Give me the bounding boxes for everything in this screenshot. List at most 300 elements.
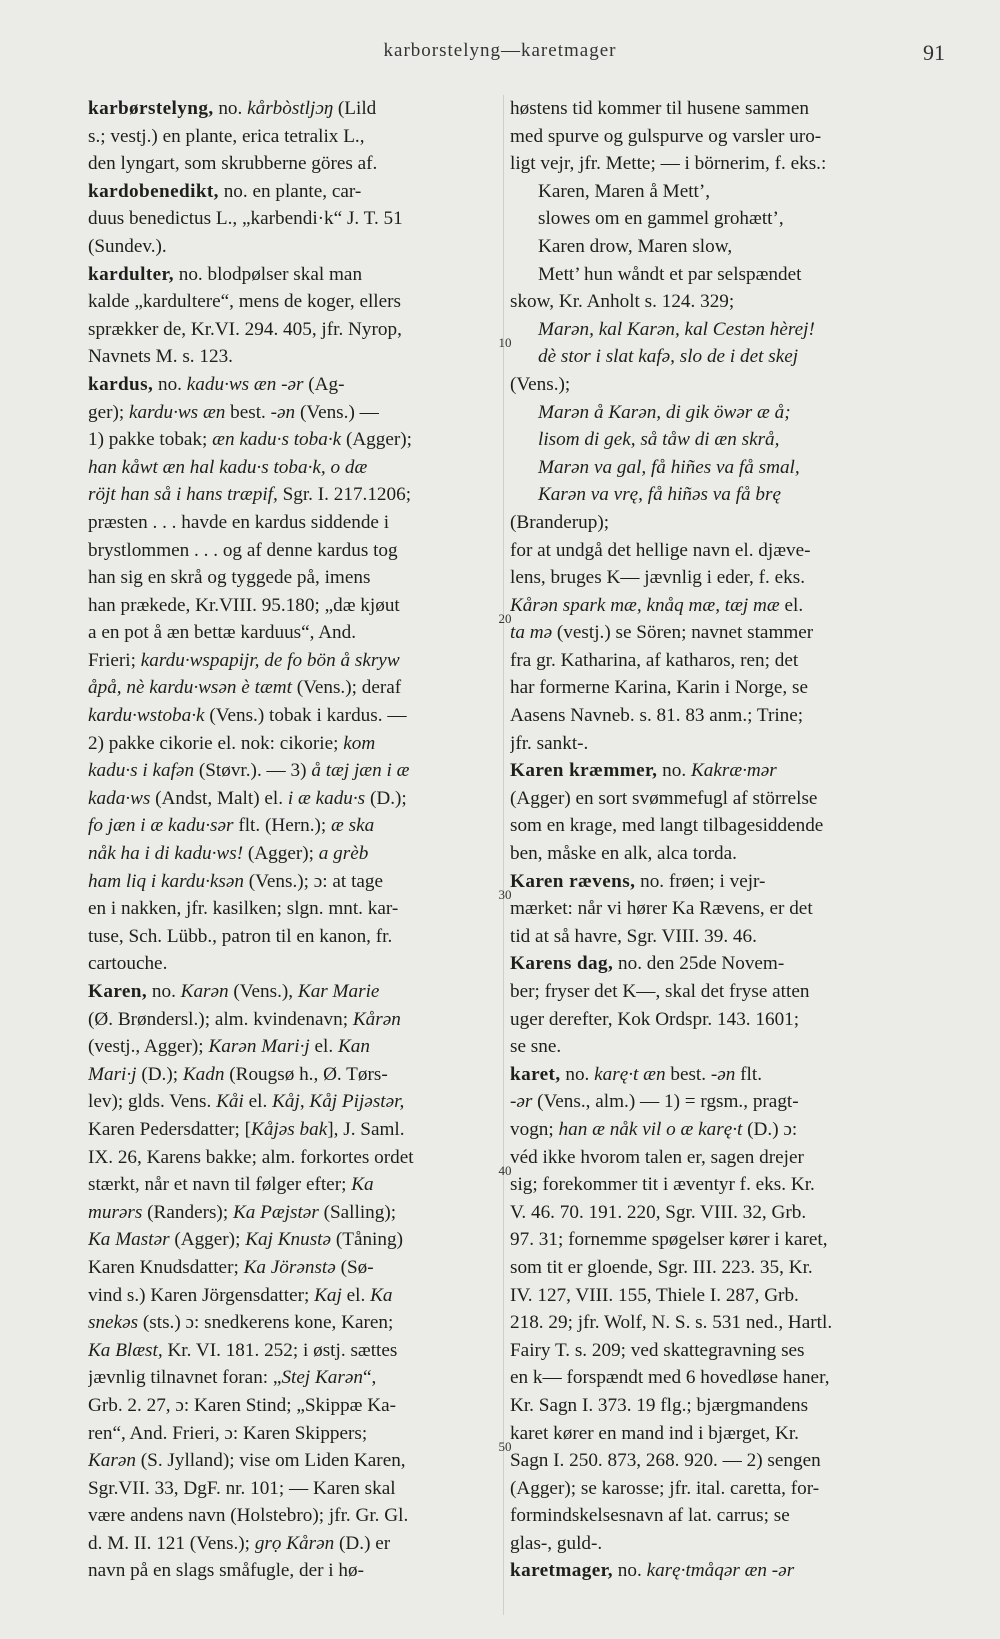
- text-line: [510, 1447, 910, 1475]
- text-line: [510, 702, 910, 730]
- text-span: lens, bruges K— jævnlig i eder, f. eks.: [510, 567, 805, 589]
- text-line: [88, 1144, 493, 1172]
- text-span: tuse, Sch. Lübb., patron til en kanon, fr.: [88, 925, 393, 947]
- text-span: som en krage, med langt tilbagesiddende: [510, 815, 824, 837]
- text-line: [510, 1309, 910, 1337]
- text-line: [510, 454, 910, 482]
- text-span: (Vens.); deraf: [291, 677, 402, 699]
- text-span: præsten . . . havde en kardus siddende i: [88, 511, 390, 533]
- headword: Karen,: [88, 981, 148, 1002]
- text-span: (Lild: [333, 98, 377, 119]
- text-span: (Sundev.).: [88, 235, 167, 257]
- text-line: [510, 1557, 910, 1585]
- text-line: [510, 978, 910, 1006]
- text-line: [510, 757, 910, 785]
- text-line: [510, 1420, 910, 1448]
- text-line: [88, 647, 493, 675]
- headword: karbørstelyng,: [88, 98, 214, 119]
- phonetic-form: kardu·ws æn: [129, 401, 226, 423]
- page-number: 91: [923, 40, 945, 65]
- text-span: d. M. II. 121 (Vens.);: [88, 1532, 255, 1554]
- text-line: [510, 812, 910, 840]
- text-span: no.: [153, 373, 187, 395]
- text-span: Sgr. I. 217.1206;: [277, 484, 412, 506]
- text-span: ben, måske en alk, alca torda.: [510, 843, 737, 865]
- phonetic-form: -ən: [270, 401, 296, 423]
- text-span: no.: [147, 981, 181, 1002]
- phonetic-form: i æ kadu·s: [287, 787, 366, 809]
- text-line: [510, 178, 910, 206]
- text-span: kalde „kardultere“, mens de koger, ellers: [88, 291, 402, 313]
- text-line: [88, 261, 493, 289]
- text-line: [88, 233, 493, 261]
- phonetic-form: kom: [343, 732, 376, 754]
- text-line: [510, 1502, 910, 1530]
- column-divider: [503, 95, 504, 1615]
- text-line: [510, 1171, 910, 1199]
- phonetic-form: lisom di gek, så tåw di æn skrå,: [538, 429, 780, 451]
- phonetic-form: han æ nåk vil o æ karę·t: [558, 1118, 743, 1140]
- text-span: Kr. Sagn I. 373. 19 flg.; bjærgmandens: [510, 1394, 809, 1416]
- phonetic-form: Kaj Knustə: [245, 1229, 332, 1251]
- text-line: [88, 481, 493, 509]
- text-line: [510, 95, 910, 123]
- phonetic-form: Kaj: [314, 1284, 342, 1306]
- headword: Karen rævens,: [510, 870, 636, 892]
- text-line: [88, 868, 493, 896]
- text-line: [510, 730, 910, 758]
- phonetic-form: Marən va gal, få hiñes va få smal,: [538, 456, 800, 478]
- phonetic-form: kardu·wstoba·k: [88, 705, 205, 727]
- text-span: (vestj., Agger);: [88, 1036, 209, 1058]
- text-line: [88, 1033, 493, 1061]
- phonetic-form: -ər: [510, 1091, 533, 1113]
- text-span: Sagn I. 250. 873, 268. 920. — 2) sengen: [510, 1450, 821, 1472]
- text-span: (D.);: [136, 1063, 183, 1085]
- phonetic-form: Kåj: [272, 1091, 300, 1113]
- text-span: (S. Jylland); vise om Liden Karen,: [135, 1450, 406, 1472]
- text-span: Karen Knudsdatter;: [88, 1256, 244, 1278]
- headword: Karens dag,: [510, 953, 614, 975]
- text-span: som tit er gloende, Sgr. III. 223. 35, Kr.: [510, 1256, 813, 1278]
- text-span: (Agger) en sort svømmefugl af störrelse: [510, 787, 818, 809]
- text-span: Mett’ hun wåndt et par selspændet: [538, 263, 802, 285]
- text-span: (Branderup);: [510, 511, 610, 533]
- phonetic-form: Ka Jörənstə: [243, 1256, 336, 1278]
- text-span: (D.);: [365, 787, 407, 809]
- text-span: cartouche.: [88, 953, 168, 975]
- text-line: [510, 895, 910, 923]
- phonetic-form: dè stor i slat kafə, slo de i det skej: [538, 346, 799, 368]
- text-span: Karen drow, Maren slow,: [538, 235, 733, 257]
- text-span: (Ag-: [303, 373, 345, 395]
- text-span: V. 46. 70. 191. 220, Sgr. VIII. 32, Grb.: [510, 1201, 807, 1223]
- phonetic-form: a grèb: [318, 843, 369, 865]
- text-span: no.: [213, 98, 248, 119]
- text-line: [88, 150, 493, 178]
- text-span: ], J. Saml.: [327, 1118, 405, 1140]
- text-line: [88, 399, 493, 427]
- phonetic-form: Ka Mastər: [88, 1229, 170, 1251]
- text-line: [88, 950, 493, 978]
- text-line: [510, 1282, 910, 1310]
- text-line: [510, 261, 910, 289]
- text-span: no. en plante, car-: [218, 180, 362, 202]
- text-span: el.: [341, 1284, 371, 1306]
- text-span: (Rougsø h., Ø. Tørs-: [224, 1063, 388, 1085]
- text-line: [510, 537, 910, 565]
- phonetic-form: kadu·ws æn -ər: [186, 373, 304, 395]
- text-line: [510, 1061, 910, 1089]
- phonetic-form: Ka: [370, 1284, 393, 1306]
- text-line: [88, 1364, 493, 1392]
- text-span: være andens navn (Holstebro); jfr. Gr. Gl.: [88, 1505, 409, 1527]
- text-span: (Sø-: [335, 1256, 374, 1278]
- text-span: (Salling);: [318, 1201, 397, 1223]
- text-line: [510, 1392, 910, 1420]
- text-line: [510, 950, 910, 978]
- text-line: [88, 812, 493, 840]
- text-span: a en pot å æn bettæ karduus“, And.: [88, 622, 357, 644]
- text-span: (Støvr.). — 3): [194, 760, 312, 782]
- text-span: (Vens.);: [510, 373, 571, 395]
- headword: kardobenedikt,: [88, 180, 219, 202]
- text-span: “,: [362, 1367, 377, 1389]
- phonetic-form: Ka Blæst,: [88, 1339, 163, 1361]
- phonetic-form: Kan: [337, 1036, 370, 1058]
- text-line: [510, 371, 910, 399]
- phonetic-form: Marən, kal Karən, kal Cestən hèrej!: [538, 318, 815, 340]
- text-span: s.; vestj.) en plante, erica tetralix L.,: [88, 125, 365, 147]
- phonetic-form: murərs: [88, 1201, 143, 1223]
- phonetic-form: Kåj Pijəstər,: [309, 1091, 405, 1113]
- text-line: [88, 1392, 493, 1420]
- phonetic-form: Karən: [88, 1450, 136, 1472]
- phonetic-form: kardu·wspapijr, de fo bön å skryw: [140, 649, 400, 671]
- text-line: [510, 647, 910, 675]
- text-span: no. den 25de Novem-: [613, 953, 785, 975]
- phonetic-form: Kåjəs bak: [251, 1118, 328, 1140]
- text-span: no. frøen; i vejr-: [635, 870, 766, 892]
- text-span: slowes om en gammel grohætt’,: [538, 208, 784, 230]
- text-span: lev); glds. Vens.: [88, 1091, 217, 1113]
- phonetic-form: han kåwt æn hal kadu·s toba·k, o dæ: [88, 456, 368, 478]
- text-span: navn på en slags småfugle, der i hø-: [88, 1560, 365, 1582]
- phonetic-form: Kårən: [352, 1008, 401, 1030]
- line-number-30: 30: [498, 887, 512, 902]
- headword: kardulter,: [88, 263, 174, 285]
- text-span: (Vens.); ɔ: at tage: [243, 870, 384, 892]
- text-line: [510, 1199, 910, 1227]
- text-span: (Agger);: [169, 1229, 246, 1251]
- left-column: [88, 95, 493, 1585]
- text-span: jævnlig tilnavnet foran: „: [88, 1367, 282, 1389]
- text-span: Kr. VI. 181. 252; i østj. sættes: [162, 1339, 398, 1361]
- text-line: [510, 1364, 910, 1392]
- phonetic-form: ta mə: [510, 622, 553, 644]
- line-number-20: 20: [498, 611, 512, 626]
- text-line: [510, 509, 910, 537]
- text-span: Frieri;: [88, 649, 141, 671]
- text-span: no.: [560, 1063, 595, 1085]
- text-line: [88, 1199, 493, 1227]
- text-span: Grb. 2. 27, ɔ: Karen Stind; „Skippæ Ka-: [88, 1394, 397, 1416]
- text-line: [88, 1502, 493, 1530]
- phonetic-form: grọ Kårən: [254, 1532, 335, 1554]
- text-line: [510, 205, 910, 233]
- text-span: (Randers);: [142, 1201, 233, 1223]
- text-span: sig; forekommer tit i æventyr f. eks. Kr.: [510, 1174, 815, 1196]
- text-span: for at undgå det hellige navn el. djæve-: [510, 539, 811, 561]
- text-span: ren“, And. Frieri, ɔ: Karen Skippers;: [88, 1422, 368, 1444]
- text-span: best.: [225, 401, 271, 423]
- text-line: [88, 537, 493, 565]
- text-span: IX. 26, Karens bakke; alm. forkortes ordet: [88, 1146, 414, 1168]
- phonetic-form: kårbòstljɔŋ: [247, 98, 334, 119]
- phonetic-form: Kåi: [216, 1091, 244, 1113]
- text-line: [510, 1254, 910, 1282]
- text-line: [88, 923, 493, 951]
- phonetic-form: nåk ha i di kadu·ws!: [88, 843, 244, 865]
- text-span: formindskelsesnavn af lat. carrus; se: [510, 1505, 790, 1527]
- text-line: [88, 1226, 493, 1254]
- text-span: vind s.) Karen Jörgensdatter;: [88, 1284, 315, 1306]
- text-span: ber; fryser det K—, skal det fryse atten: [510, 981, 810, 1002]
- text-line: [510, 1088, 910, 1116]
- text-line: [88, 1061, 493, 1089]
- text-line: [88, 1309, 493, 1337]
- text-span: mærket: når vi hører Ka Rævens, er det: [510, 898, 813, 920]
- text-span: (Vens.) —: [295, 401, 379, 423]
- right-column: [510, 95, 910, 1585]
- text-line: [88, 509, 493, 537]
- phonetic-form: å tæj jæn i æ: [311, 760, 410, 782]
- text-span: 1) pakke tobak;: [88, 429, 213, 451]
- phonetic-form: kada·ws: [88, 787, 151, 809]
- text-line: [510, 1144, 910, 1172]
- text-line: [88, 702, 493, 730]
- line-number-10: 10: [498, 335, 512, 350]
- text-line: [510, 1337, 910, 1365]
- text-line: [88, 1171, 493, 1199]
- text-line: [510, 1033, 910, 1061]
- phonetic-form: Karən: [180, 981, 229, 1002]
- text-line: [510, 150, 910, 178]
- text-line: [88, 1557, 493, 1585]
- text-span: no.: [657, 760, 691, 782]
- text-span: (Agger); se karosse; jfr. ital. caretta, for-: [510, 1477, 820, 1499]
- phonetic-form: fo jæn i æ kadu·sər: [88, 815, 234, 837]
- phonetic-form: æn kadu·s toba·k: [212, 429, 342, 451]
- text-span: Karen, Maren å Mett’,: [538, 180, 711, 202]
- text-span: flt. (Hern.);: [233, 815, 332, 837]
- text-span: fra gr. Katharina, af katharos, ren; det: [510, 649, 799, 671]
- text-line: [88, 619, 493, 647]
- phonetic-form: Ka Pæjstər: [232, 1201, 319, 1223]
- text-span: sprækker de, Kr.VI. 294. 405, jfr. Nyrop,: [88, 318, 402, 340]
- text-line: [88, 757, 493, 785]
- text-span: høstens tid kommer til husene sammen: [510, 98, 809, 119]
- phonetic-form: Kar Marie: [297, 981, 380, 1002]
- text-line: [510, 399, 910, 427]
- text-span: han sig en skrå og tyggede på, imens: [88, 567, 371, 589]
- text-span: jfr. sankt-.: [510, 732, 589, 754]
- text-line: [510, 868, 910, 896]
- text-line: [88, 1447, 493, 1475]
- text-line: [88, 592, 493, 620]
- text-span: en i nakken, jfr. kasilken; slgn. mnt. kar-: [88, 898, 399, 920]
- text-span: ligt vejr, jfr. Mette; — i börnerim, f. eks.:: [510, 153, 827, 175]
- text-span: IV. 127, VIII. 155, Thiele I. 287, Grb.: [510, 1284, 799, 1306]
- text-span: med spurve og gulspurve og varsler uro-: [510, 125, 822, 147]
- text-span: skow, Kr. Anholt s. 124. 329;: [510, 291, 735, 313]
- text-span: el.: [243, 1091, 273, 1113]
- text-line: [510, 1226, 910, 1254]
- text-line: [88, 564, 493, 592]
- text-span: no.: [612, 1560, 647, 1582]
- text-line: [88, 1475, 493, 1503]
- text-line: [510, 316, 910, 344]
- text-span: Karen Pedersdatter; [: [88, 1118, 252, 1140]
- line-number-40: 40: [498, 1163, 512, 1178]
- headword: karetmager,: [510, 1560, 613, 1582]
- running-head: karborstelyng—karetmager: [383, 40, 617, 61]
- text-line: [510, 343, 910, 371]
- text-line: [88, 371, 493, 399]
- phonetic-form: kadu·s i kafən: [88, 760, 195, 782]
- text-span: (D.) er: [334, 1532, 391, 1554]
- phonetic-form: åpå, nè kardu·wsən è tæmt: [88, 677, 292, 699]
- text-span: (vestj.) se Sören; navnet stammer: [552, 622, 814, 644]
- headword: kardus,: [88, 373, 154, 395]
- text-span: glas-, guld-.: [510, 1532, 603, 1554]
- text-line: [88, 730, 493, 758]
- text-line: [88, 1254, 493, 1282]
- text-span: véd ikke hvorom talen er, sagen drejer: [510, 1146, 804, 1168]
- text-line: [510, 233, 910, 261]
- text-line: [88, 1116, 493, 1144]
- text-span: en k— forspændt med 6 hovedløse haner,: [510, 1367, 830, 1389]
- text-line: [510, 1530, 910, 1558]
- text-span: vogn;: [510, 1118, 559, 1140]
- text-line: [510, 923, 910, 951]
- phonetic-form: Mari·j: [88, 1063, 137, 1085]
- text-span: tid at så havre, Sgr. VIII. 39. 46.: [510, 925, 757, 947]
- phonetic-form: röjt han så i hans træpif,: [88, 484, 278, 506]
- text-line: [510, 1006, 910, 1034]
- text-span: no. blodpølser skal man: [173, 263, 363, 285]
- text-span: se sne.: [510, 1036, 562, 1058]
- text-line: [88, 95, 493, 123]
- text-line: [510, 123, 910, 151]
- text-line: [88, 454, 493, 482]
- text-span: (Vens., alm.) — 1) = rgsm., pragt-: [532, 1091, 799, 1113]
- text-span: den lyngart, som skrubberne göres af.: [88, 153, 378, 175]
- text-line: [88, 840, 493, 868]
- phonetic-form: -ən: [710, 1063, 736, 1085]
- line-number-50: 50: [498, 1439, 512, 1454]
- phonetic-form: Stej Karən: [281, 1367, 363, 1389]
- text-line: [510, 785, 910, 813]
- text-span: (Tåning): [331, 1229, 403, 1251]
- phonetic-form: Kadn: [182, 1063, 225, 1085]
- text-line: [88, 895, 493, 923]
- text-line: [510, 288, 910, 316]
- text-line: [88, 1530, 493, 1558]
- text-line: [88, 1337, 493, 1365]
- text-line: [510, 619, 910, 647]
- text-line: [88, 288, 493, 316]
- text-line: [88, 1006, 493, 1034]
- text-line: [88, 1282, 493, 1310]
- phonetic-form: ham liq i kardu·ksən: [88, 870, 244, 892]
- text-span: brystlommen . . . og af denne kardus tog: [88, 539, 398, 561]
- phonetic-form: karę·tmåqər æn -ər: [646, 1560, 795, 1582]
- text-span: (sts.) ɔ: snedkerens kone, Karen;: [138, 1312, 394, 1334]
- text-line: [88, 785, 493, 813]
- text-line: [510, 592, 910, 620]
- text-span: ,: [299, 1091, 310, 1113]
- text-line: [88, 1420, 493, 1448]
- text-span: el.: [779, 594, 804, 616]
- text-line: [88, 674, 493, 702]
- text-line: [510, 564, 910, 592]
- text-span: el.: [309, 1036, 338, 1058]
- phonetic-form: Kårən spark mæ, knåq mæ, tæj mæ: [510, 594, 780, 616]
- text-span: best.: [665, 1063, 711, 1085]
- phonetic-form: Marən å Karən, di gik öwər æ å;: [538, 401, 791, 423]
- text-span: 218. 29; jfr. Wolf, N. S. s. 531 ned., Hartl.: [510, 1312, 833, 1334]
- text-span: 2) pakke cikorie el. nok: cikorie;: [88, 732, 344, 754]
- text-line: [88, 205, 493, 233]
- text-line: [88, 123, 493, 151]
- text-span: (Ø. Brøndersl.); alm. kvindenavn;: [88, 1008, 353, 1030]
- text-span: uger derefter, Kok Ordspr. 143. 1601;: [510, 1008, 800, 1030]
- text-span: han prækede, Kr.VIII. 95.180; „dæ kjøut: [88, 594, 400, 616]
- text-line: [510, 481, 910, 509]
- text-span: (Agger);: [243, 843, 319, 865]
- text-span: Sgr.VII. 33, DgF. nr. 101; — Karen skal: [88, 1477, 396, 1499]
- text-line: [88, 316, 493, 344]
- text-span: (Vens.),: [228, 981, 298, 1002]
- text-line: [510, 840, 910, 868]
- text-span: (Agger);: [341, 429, 412, 451]
- text-span: (Vens.) tobak i kardus. —: [204, 705, 407, 727]
- text-line: [88, 343, 493, 371]
- text-line: [510, 1475, 910, 1503]
- text-line: [88, 1088, 493, 1116]
- text-span: Navnets M. s. 123.: [88, 346, 233, 368]
- text-line: [510, 1116, 910, 1144]
- phonetic-form: Ka: [351, 1174, 374, 1196]
- text-span: (D.) ɔ:: [742, 1118, 798, 1140]
- phonetic-form: æ ska: [331, 815, 375, 837]
- text-line: [88, 978, 493, 1006]
- phonetic-form: snekəs: [88, 1312, 139, 1334]
- text-line: [510, 674, 910, 702]
- headword: Karen kræmmer,: [510, 760, 658, 782]
- text-span: har formerne Karina, Karin i Norge, se: [510, 677, 808, 699]
- text-span: ger);: [88, 401, 130, 423]
- text-span: 97. 31; fornemme spøgelser kører i karet,: [510, 1229, 828, 1251]
- phonetic-form: Karən Mari·j: [208, 1036, 310, 1058]
- phonetic-form: Kakræ·mər: [690, 760, 777, 782]
- headword: karet,: [510, 1063, 561, 1085]
- phonetic-form: Karən va vrę, få hiñəs va få brę: [538, 484, 781, 506]
- text-line: [510, 426, 910, 454]
- phonetic-form: karę·t æn: [594, 1063, 666, 1085]
- text-span: (Andst, Malt) el.: [150, 787, 288, 809]
